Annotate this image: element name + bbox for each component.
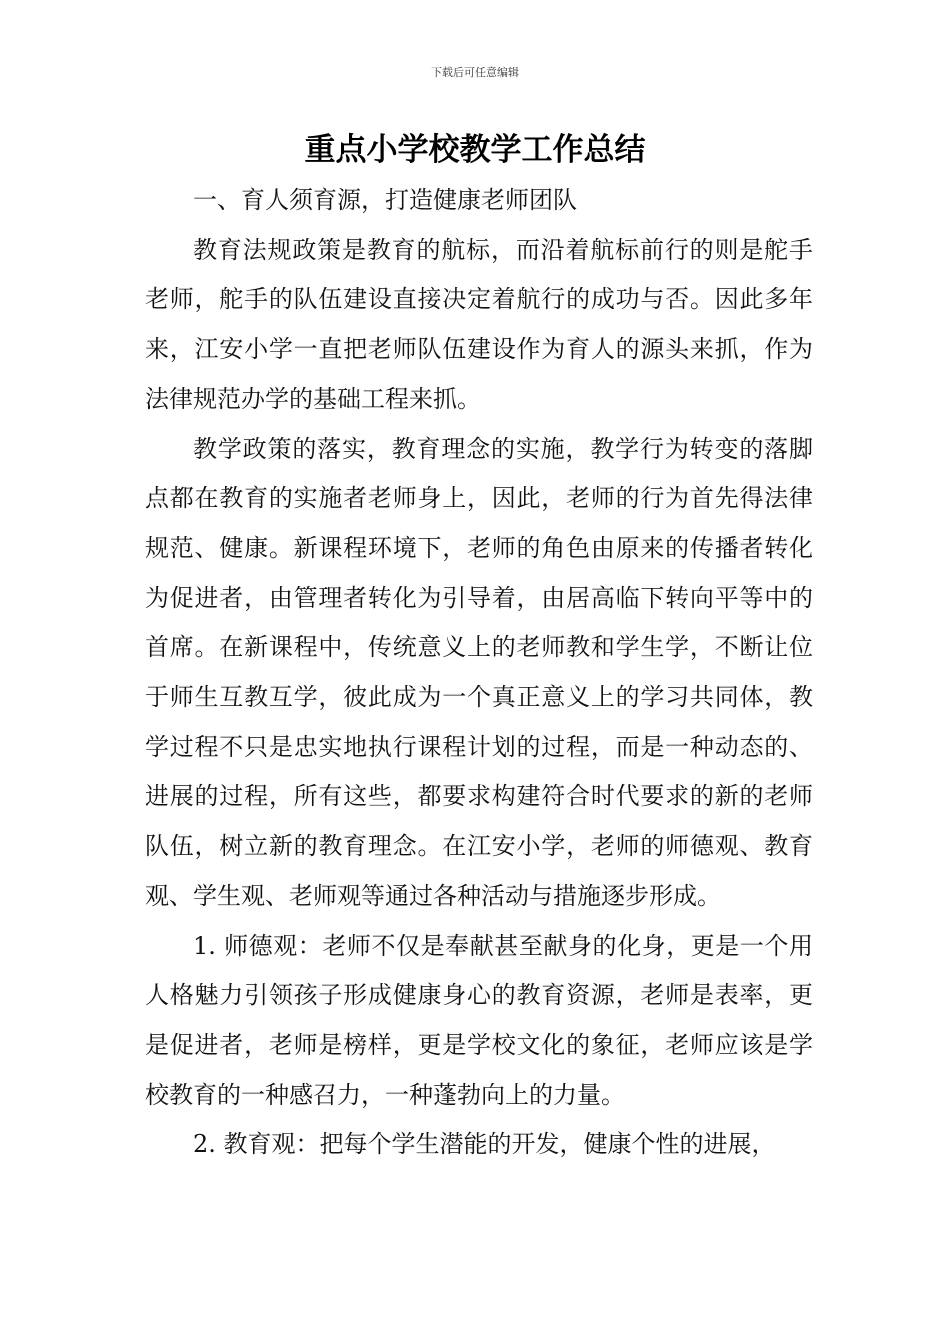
document-body — [145, 176, 813, 1170]
paragraph-3: 1. 师德观：老师不仅是奉献甚至献身的化身，更是一个用人格魅力引领孩子形成健康身心的教育资源，老师是表率，更是促进者，老师是榜样，更是学校文化的象征，老师应该是学校教育的一种感召力，一种蓬勃向上的力量。 — [145, 931, 813, 1109]
paragraph-4: 2. 教育观：把每个学生潜能的开发，健康个性的进展， — [193, 1130, 776, 1159]
paragraph-2: 教学政策的落实，教育理念的实施，教学行为转变的落脚点都在教育的实施者老师身上，因此，老师的行为首先得法律规范、健康。新课程环境下，老师的角色由原来的传播者转化为促进者，由管理者转化为引导着，由居高临下转向平等中的首席。在新课程中，传统意义上的老师教和学生学，不断让位于师生互教互学，彼此成为一个真正意义上的学习共同体，教学过程不只是忠实地执行课程计划的过程，而是一种动态的、进展的过程，所有这些，都要求构建符合时代要求的新的老师队伍，树立新的教育理念。在江安小学，老师的师德观、教育观、学生观、老师观等通过各种活动与措施逐步形成。 — [145, 434, 813, 910]
header-note: 下载后可任意编辑 — [431, 66, 519, 79]
paragraph-1: 教育法规政策是教育的航标，而沿着航标前行的则是舵手老师，舵手的队伍建设直接决定着航行的成功与否。因此多年来，江安小学一直把老师队伍建设作为育人的源头来抓，作为法律规范办学的基础工程来抓。 — [145, 235, 813, 413]
section-heading: 一、育人须育源，打造健康老师团队 — [193, 186, 577, 214]
document-title: 重点小学校教学工作总结 — [304, 132, 646, 168]
